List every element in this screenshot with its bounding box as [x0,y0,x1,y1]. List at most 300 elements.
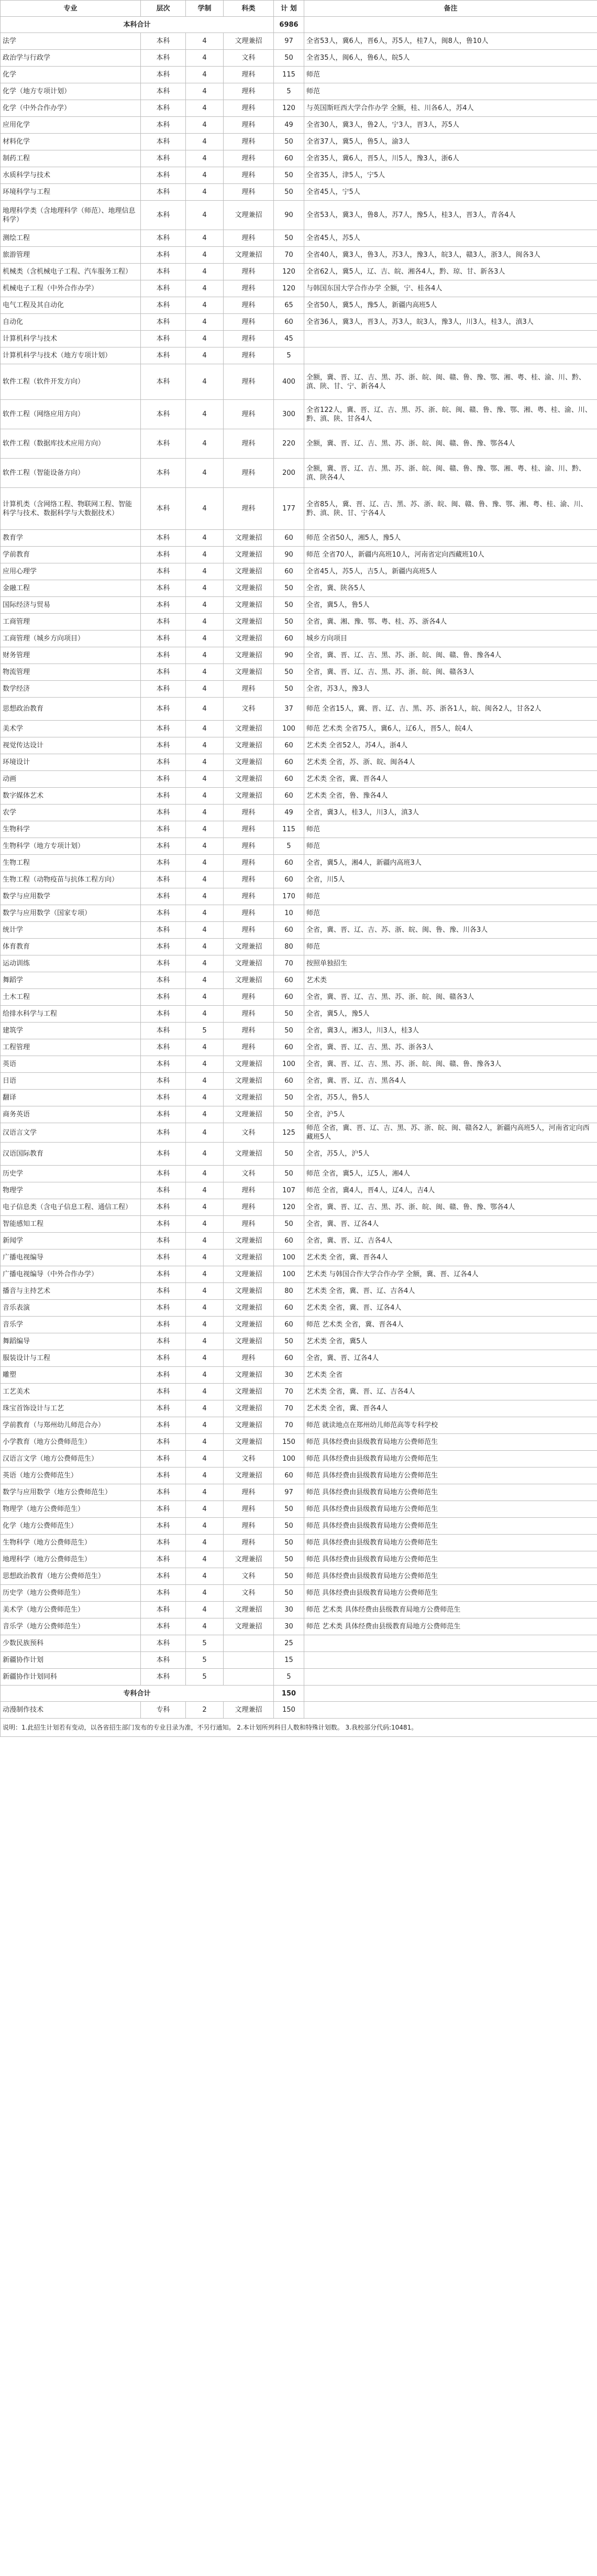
table-row [1,698,597,721]
category-cell: 文理兼招 [224,1618,274,1635]
plan-cell: 50 [274,1090,304,1106]
level-cell: 本科 [141,721,186,737]
remark-cell: 全省45人，宁5人 [304,184,597,201]
table-row [1,331,597,347]
years-cell: 4 [186,664,224,681]
zhuanke-total-row [1,1686,597,1702]
table-row [1,1333,597,1350]
major-cell: 旅游管理 [1,247,141,264]
remark-cell: 艺术类 全省，冀、晋、辽各4人 [304,1300,597,1317]
level-cell: 本科 [141,1090,186,1106]
level-cell: 本科 [141,547,186,563]
level-cell: 本科 [141,664,186,681]
level-cell: 本科 [141,1568,186,1585]
category-cell: 文理兼招 [224,754,274,771]
category-cell: 理科 [224,855,274,872]
plan-cell: 60 [274,1317,304,1333]
major-cell: 汉语言文学（地方公费师范生） [1,1451,141,1468]
category-cell: 理科 [224,429,274,459]
remark-cell: 师范 具体经费由县级教育局地方公费师范生 [304,1551,597,1568]
years-cell: 4 [186,1367,224,1384]
table-row [1,100,597,117]
level-cell: 本科 [141,1618,186,1635]
category-cell: 文理兼招 [224,580,274,597]
table-row [1,1468,597,1484]
level-cell: 本科 [141,1635,186,1652]
years-cell: 4 [186,50,224,67]
major-cell: 自动化 [1,314,141,331]
level-cell: 本科 [141,1166,186,1182]
category-cell: 文理兼招 [224,771,274,788]
table-row [1,1551,597,1568]
years-cell: 4 [186,631,224,647]
plan-cell: 100 [274,1451,304,1468]
category-cell: 文理兼招 [224,1266,274,1283]
table-row [1,872,597,888]
table-row [1,264,597,280]
category-cell: 文理兼招 [224,737,274,754]
years-cell: 4 [186,1143,224,1166]
major-cell: 广播电视编导 [1,1249,141,1266]
major-cell: 机械电子工程（中外合作办学） [1,280,141,297]
years-cell: 4 [186,1602,224,1618]
table-row [1,33,597,50]
level-cell: 本科 [141,400,186,429]
years-cell: 4 [186,83,224,100]
remark-cell: 艺术类 全省 [304,1367,597,1384]
years-cell: 4 [186,597,224,614]
plan-cell: 60 [274,754,304,771]
level-cell: 本科 [141,1182,186,1199]
level-cell: 本科 [141,1249,186,1266]
table-row [1,230,597,247]
major-cell: 生物科学 [1,821,141,838]
plan-cell: 50 [274,614,304,631]
level-cell: 本科 [141,1123,186,1143]
level-cell: 本科 [141,1199,186,1216]
level-cell: 本科 [141,1417,186,1434]
remark-cell: 全省53人，冀3人，鲁8人，苏7人，豫5人，桂3人，晋3人，青各4人 [304,201,597,230]
years-cell: 4 [186,1123,224,1143]
years-cell: 4 [186,167,224,184]
level-cell: 本科 [141,67,186,83]
major-cell: 物理学（地方公费师范生） [1,1501,141,1518]
table-row [1,83,597,100]
remark-cell: 全省62人，冀5人，辽、吉、皖、湘各4人，黔、琼、甘、新各3人 [304,264,597,280]
category-cell: 文科 [224,1451,274,1468]
major-cell: 新疆协作计划 [1,1652,141,1669]
table-row [1,429,597,459]
table-row [1,1618,597,1635]
years-cell: 4 [186,905,224,922]
plan-cell: 90 [274,647,304,664]
years-cell: 4 [186,100,224,117]
category-cell: 理科 [224,297,274,314]
table-row [1,1023,597,1039]
category-cell: 文理兼招 [224,614,274,631]
category-cell: 文理兼招 [224,1367,274,1384]
plan-cell: 60 [274,1233,304,1249]
category-cell: 理科 [224,1216,274,1233]
level-cell: 本科 [141,1384,186,1400]
plan-cell: 115 [274,67,304,83]
level-cell: 本科 [141,331,186,347]
table-row [1,1300,597,1317]
category-cell: 理科 [224,1484,274,1501]
plan-cell: 60 [274,989,304,1006]
category-cell: 文理兼招 [224,631,274,647]
category-cell: 文理兼招 [224,1551,274,1568]
table-row [1,1006,597,1023]
plan-cell: 60 [274,972,304,989]
plan-cell: 70 [274,1384,304,1400]
category-cell: 理科 [224,167,274,184]
level-cell: 本科 [141,1283,186,1300]
header-plan: 计 划 [274,1,304,17]
plan-cell: 70 [274,247,304,264]
major-cell: 电子信息类（含电子信息工程、通信工程） [1,1199,141,1216]
table-row [1,1166,597,1182]
remark-cell: 艺术类 [304,972,597,989]
plan-cell: 50 [274,1106,304,1123]
category-cell: 理科 [224,364,274,400]
level-cell: 本科 [141,1484,186,1501]
major-cell: 计算机科学与技术 [1,331,141,347]
table-row [1,664,597,681]
years-cell: 4 [186,1434,224,1451]
level-cell: 本科 [141,754,186,771]
years-cell: 4 [186,1551,224,1568]
remark-cell: 师范 全省15人，冀、晋、辽、吉、黑、苏、浙各1人，皖、闽各2人，甘各2人 [304,698,597,721]
years-cell: 4 [186,331,224,347]
years-cell: 4 [186,297,224,314]
major-cell: 汉语言文学 [1,1123,141,1143]
major-cell: 视觉传达设计 [1,737,141,754]
category-cell: 文理兼招 [224,1400,274,1417]
years-cell: 4 [186,1518,224,1535]
table-row [1,838,597,855]
plan-cell: 49 [274,117,304,134]
table-row [1,488,597,530]
table-row [1,530,597,547]
years-cell: 4 [186,922,224,939]
category-cell: 理科 [224,150,274,167]
level-cell: 本科 [141,1317,186,1333]
table-row [1,563,597,580]
category-cell: 文理兼招 [224,1602,274,1618]
remark-cell: 全省，苏3人，豫3人 [304,681,597,698]
remark-cell: 全省，冀、晋、辽、吉、黑、苏、浙、皖、闽、赣、鲁、豫各4人 [304,647,597,664]
plan-cell: 50 [274,1143,304,1166]
category-cell: 文理兼招 [224,647,274,664]
remark-cell: 师范 艺术类 具体经费由县级教育局地方公费师范生 [304,1618,597,1635]
plan-cell: 15 [274,1652,304,1669]
major-cell: 制药工程 [1,150,141,167]
table-row [1,400,597,429]
level-cell: 本科 [141,1535,186,1551]
level-cell: 本科 [141,314,186,331]
years-cell: 4 [186,1039,224,1056]
plan-cell: 50 [274,1551,304,1568]
major-cell: 英语 [1,1056,141,1073]
plan-cell: 97 [274,33,304,50]
benke-total-remark [304,17,597,33]
level-cell: 本科 [141,737,186,754]
remark-cell: 全省，沪5人 [304,1106,597,1123]
plan-cell: 60 [274,922,304,939]
major-cell: 土木工程 [1,989,141,1006]
level-cell: 本科 [141,100,186,117]
plan-cell: 115 [274,821,304,838]
major-cell: 舞蹈编导 [1,1333,141,1350]
plan-cell: 80 [274,939,304,955]
table-row [1,201,597,230]
table-row [1,1484,597,1501]
years-cell: 4 [186,805,224,821]
years-cell: 4 [186,247,224,264]
table-row [1,1367,597,1384]
years-cell: 4 [186,530,224,547]
level-cell: 本科 [141,681,186,698]
category-cell: 文理兼招 [224,955,274,972]
level-cell: 本科 [141,955,186,972]
table-row [1,1669,597,1686]
level-cell: 本科 [141,1367,186,1384]
category-cell: 文理兼招 [224,972,274,989]
remark-cell: 按照单独招生 [304,955,597,972]
years-cell: 4 [186,1501,224,1518]
years-cell: 4 [186,1266,224,1283]
remark-cell: 艺术类 全省，冀、晋、辽、吉各4人 [304,1283,597,1300]
years-cell: 4 [186,1317,224,1333]
category-cell: 理科 [224,314,274,331]
table-row [1,1266,597,1283]
plan-cell: 60 [274,1468,304,1484]
remark-cell: 师范 艺术类 具体经费由县级教育局地方公费师范生 [304,1602,597,1618]
plan-cell: 60 [274,1039,304,1056]
major-cell: 播音与主持艺术 [1,1283,141,1300]
plan-cell: 60 [274,855,304,872]
level-cell: 本科 [141,83,186,100]
major-cell: 雕塑 [1,1367,141,1384]
plan-cell: 100 [274,1249,304,1266]
years-cell: 4 [186,1535,224,1551]
remark-cell: 师范 具体经费由县级教育局地方公费师范生 [304,1501,597,1518]
years-cell: 4 [186,1585,224,1602]
category-cell: 文科 [224,50,274,67]
category-cell: 文理兼招 [224,1143,274,1166]
category-cell [224,1652,274,1669]
table-row [1,67,597,83]
major-cell: 环境科学与工程 [1,184,141,201]
years-cell: 4 [186,1199,224,1216]
level-cell: 本科 [141,1652,186,1669]
remark-cell: 与英国斯旺西大学合作办学 全额，桂、川各6人，苏4人 [304,100,597,117]
table-row [1,1182,597,1199]
major-cell: 动漫制作技术 [1,1702,141,1719]
category-cell: 文理兼招 [224,1434,274,1451]
remark-cell: 师范 [304,83,597,100]
level-cell: 本科 [141,150,186,167]
plan-cell: 60 [274,771,304,788]
level-cell: 本科 [141,838,186,855]
level-cell: 本科 [141,1216,186,1233]
plan-cell: 50 [274,1166,304,1182]
major-cell: 给排水科学与工程 [1,1006,141,1023]
major-cell: 水质科学与技术 [1,167,141,184]
remark-cell [304,1635,597,1652]
plan-cell: 200 [274,459,304,488]
category-cell: 文理兼招 [224,1468,274,1484]
category-cell: 文理兼招 [224,247,274,264]
category-cell: 文科 [224,1585,274,1602]
category-cell: 理科 [224,83,274,100]
remark-cell [304,1702,597,1719]
plan-cell: 50 [274,1023,304,1039]
plan-cell: 30 [274,1602,304,1618]
plan-cell: 220 [274,429,304,459]
remark-cell [304,1669,597,1686]
category-cell: 理科 [224,67,274,83]
table-row [1,681,597,698]
plan-cell: 70 [274,1417,304,1434]
years-cell: 4 [186,33,224,50]
remark-cell: 师范 就读地点在郑州幼儿师范高等专科学校 [304,1417,597,1434]
category-cell: 理科 [224,821,274,838]
level-cell: 本科 [141,1350,186,1367]
level-cell: 本科 [141,1585,186,1602]
level-cell: 本科 [141,264,186,280]
major-cell: 音乐学 [1,1317,141,1333]
header-row [1,1,597,17]
plan-cell: 50 [274,184,304,201]
table-row [1,1317,597,1333]
remark-cell: 与韩国东国大学合作办学 全额，宁、桂各4人 [304,280,597,297]
remark-cell: 全省40人，冀3人，鲁3人，苏3人，豫3人，皖3人，赣3人，浙3人，闽各3人 [304,247,597,264]
remark-cell: 艺术类 全省，冀、晋、辽、吉各4人 [304,1384,597,1400]
major-cell: 金融工程 [1,580,141,597]
remark-cell: 师范 [304,838,597,855]
category-cell: 理科 [224,1039,274,1056]
level-cell: 本科 [141,805,186,821]
table-row [1,788,597,805]
remark-cell: 师范 具体经费由县级教育局地方公费师范生 [304,1484,597,1501]
plan-cell: 50 [274,230,304,247]
table-row [1,855,597,872]
plan-cell: 60 [274,737,304,754]
major-cell: 数学与应用数学（地方公费师范生） [1,1484,141,1501]
major-cell: 应用化学 [1,117,141,134]
plan-cell: 400 [274,364,304,400]
years-cell: 4 [186,150,224,167]
major-cell: 建筑学 [1,1023,141,1039]
remark-cell [304,347,597,364]
major-cell: 美术学（地方公费师范生） [1,1602,141,1618]
plan-cell: 5 [274,347,304,364]
remark-cell: 师范 具体经费由县级教育局地方公费师范生 [304,1451,597,1468]
remark-cell [304,331,597,347]
header-category: 科类 [224,1,274,17]
years-cell: 4 [186,1451,224,1468]
category-cell: 理科 [224,1182,274,1199]
category-cell: 文理兼招 [224,597,274,614]
level-cell: 本科 [141,297,186,314]
years-cell: 4 [186,838,224,855]
table-row [1,1568,597,1585]
category-cell: 理科 [224,1199,274,1216]
table-row [1,771,597,788]
plan-cell: 5 [274,83,304,100]
category-cell: 理科 [224,989,274,1006]
table-row [1,721,597,737]
remark-cell: 师范 全省，冀、晋、辽、吉、黑、苏、浙、皖、闽、赣各2人，新疆内高班5人，河南省定向西藏班5人 [304,1123,597,1143]
level-cell: 本科 [141,280,186,297]
years-cell: 4 [186,1484,224,1501]
plan-cell: 60 [274,314,304,331]
level-cell: 本科 [141,939,186,955]
table-row [1,547,597,563]
table-row [1,50,597,67]
plan-cell: 107 [274,1182,304,1199]
category-cell: 理科 [224,1350,274,1367]
major-cell: 数字媒体艺术 [1,788,141,805]
plan-cell: 50 [274,597,304,614]
level-cell: 本科 [141,1073,186,1090]
table-row [1,134,597,150]
table-row [1,647,597,664]
years-cell: 5 [186,1023,224,1039]
table-row [1,1400,597,1417]
years-cell: 4 [186,1333,224,1350]
category-cell: 文理兼招 [224,1106,274,1123]
category-cell: 文科 [224,698,274,721]
category-cell: 理科 [224,459,274,488]
major-cell: 历史学（地方公费师范生） [1,1585,141,1602]
level-cell: 本科 [141,888,186,905]
remark-cell [304,1652,597,1669]
table-row [1,1350,597,1367]
level-cell: 本科 [141,1333,186,1350]
table-row [1,1417,597,1434]
remark-cell: 师范 全省，冀4人，晋4人，辽4人，吉4人 [304,1182,597,1199]
category-cell: 文理兼招 [224,1300,274,1317]
level-cell: 本科 [141,230,186,247]
level-cell: 本科 [141,922,186,939]
remark-cell: 全省，苏5人，鲁5人 [304,1090,597,1106]
category-cell: 理科 [224,1501,274,1518]
plan-cell: 25 [274,1635,304,1652]
category-cell: 理科 [224,134,274,150]
remark-cell: 全省，冀、湘、豫、鄂、粤、桂、苏、浙各4人 [304,614,597,631]
level-cell: 本科 [141,33,186,50]
years-cell: 4 [186,1283,224,1300]
level-cell: 本科 [141,247,186,264]
level-cell: 本科 [141,167,186,184]
plan-cell: 90 [274,201,304,230]
category-cell: 文科 [224,1166,274,1182]
plan-cell: 50 [274,1333,304,1350]
category-cell: 文理兼招 [224,1233,274,1249]
category-cell: 文理兼招 [224,1056,274,1073]
table-row [1,1233,597,1249]
major-cell: 生物工程 [1,855,141,872]
years-cell: 4 [186,488,224,530]
remark-cell: 全省45人，苏5人 [304,230,597,247]
remark-cell: 师范 [304,821,597,838]
plan-cell: 60 [274,1350,304,1367]
years-cell: 4 [186,1233,224,1249]
header-remark: 备注 [304,1,597,17]
